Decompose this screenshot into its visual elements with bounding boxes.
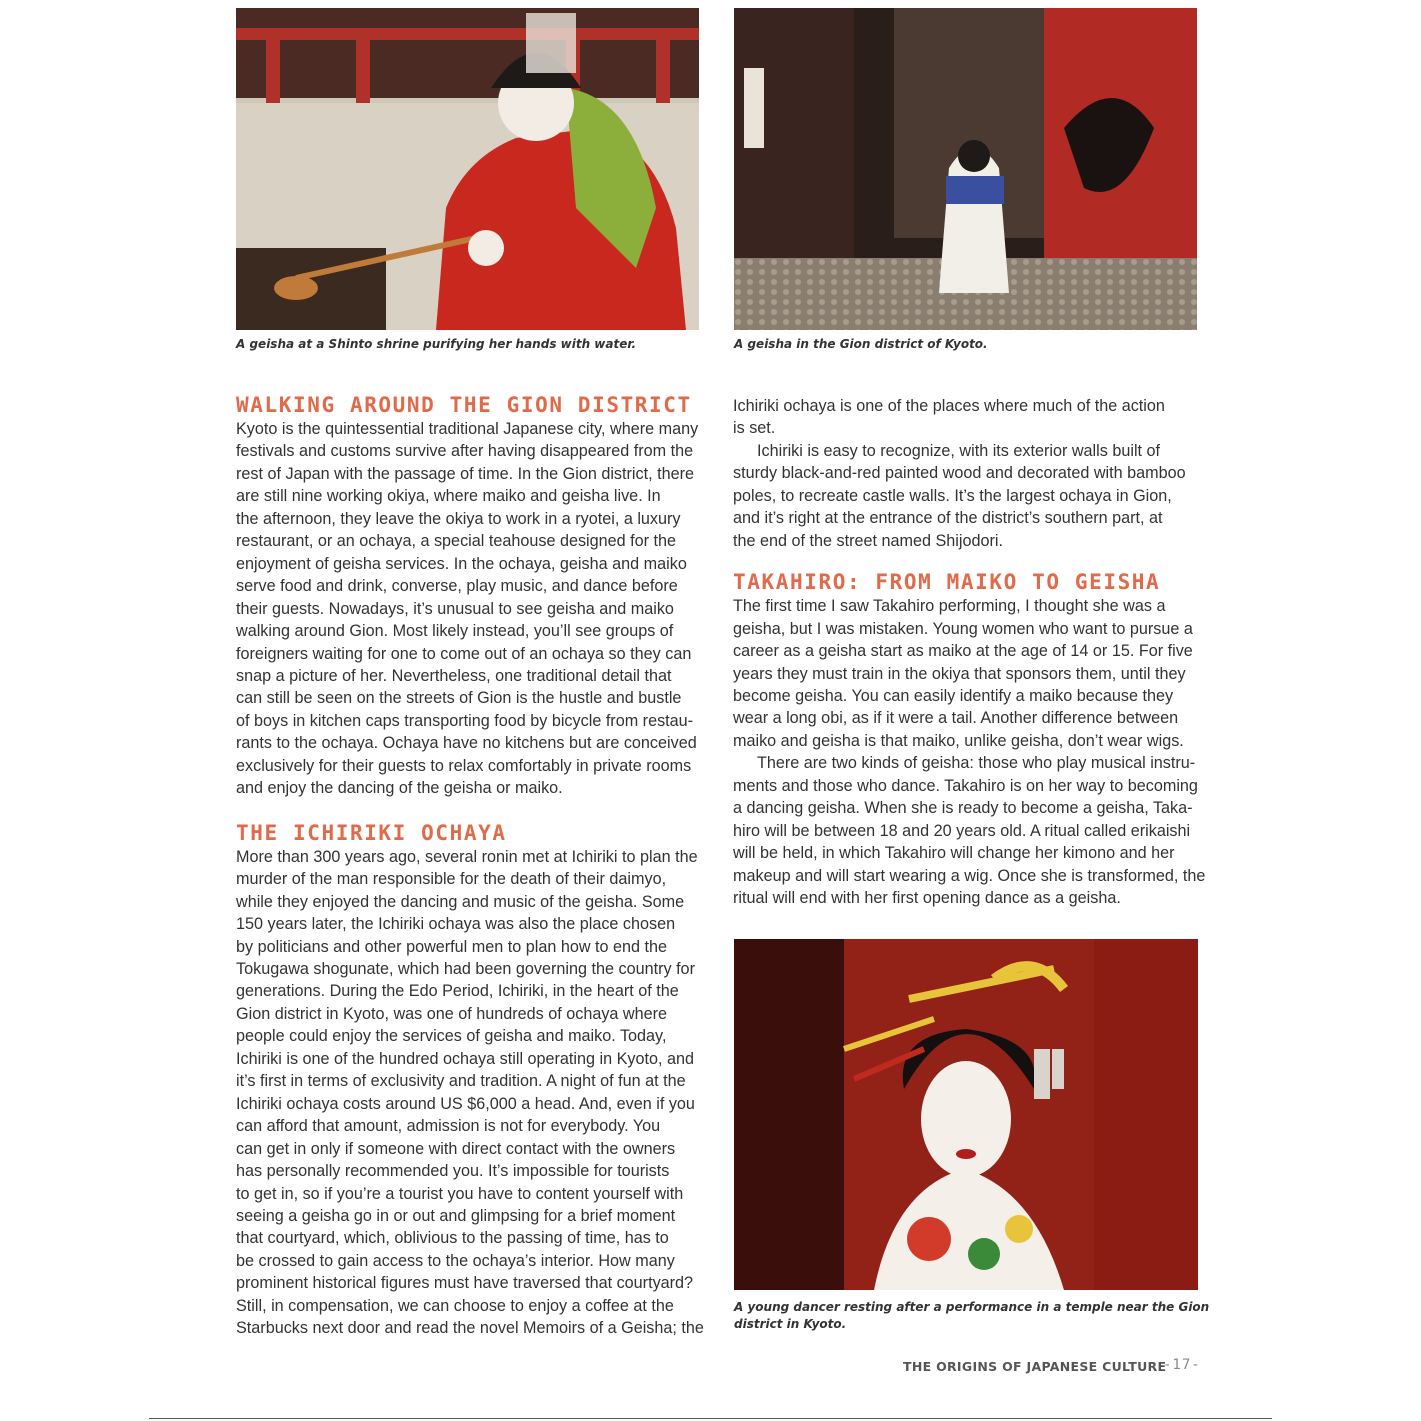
text-line: prominent historical figures must have traversed that courtyard? bbox=[236, 1274, 694, 1293]
text-line: the end of the street named Shijodori. bbox=[733, 531, 1003, 550]
text-line: career as a geisha start as maiko at the age of 14 or 15. For five bbox=[733, 642, 1193, 661]
left-column bbox=[236, 392, 706, 1340]
photo-geisha-gion bbox=[734, 8, 1197, 330]
text-line: ritual will end with her first opening dance as a geisha. bbox=[733, 889, 1121, 908]
text-line: Gion district in Kyoto, was one of hundreds of ochaya where bbox=[236, 1004, 668, 1023]
text-line: Still, in compensation, we can choose to enjoy a coffee at the bbox=[236, 1296, 674, 1315]
text-line: rants to the ochaya. Ochaya have no kitchens but are conceived bbox=[236, 734, 697, 753]
text-line: Ichiriki is one of the hundred ochaya still operating in Kyoto, and bbox=[236, 1049, 695, 1068]
text-line: are still nine working okiya, where maiko and geisha live. In bbox=[236, 487, 661, 506]
text-line: enjoyment of geisha services. In the ochaya, geisha and maiko bbox=[236, 554, 687, 573]
paragraph-gion bbox=[236, 418, 706, 800]
bottom-rule bbox=[149, 1418, 1272, 1419]
text-line: has personally recommended you. It’s impossible for tourists bbox=[236, 1162, 670, 1181]
text-line: be crossed to gain access to the ochaya’s interior. How many bbox=[236, 1251, 675, 1270]
text-line: of boys in kitchen caps transporting food by bicycle from restau- bbox=[236, 711, 694, 730]
text-line: wear a long obi, as if it were a tail. Another difference between bbox=[733, 709, 1179, 728]
text-line: 150 years later, the Ichiriki ochaya was also the place chosen bbox=[236, 915, 676, 934]
paragraph-takahiro-kinds bbox=[733, 752, 1206, 909]
heading-ichiriki-ochaya: THE ICHIRIKI OCHAYA bbox=[236, 820, 507, 845]
text-line: Starbucks next door and read the novel Memoirs of a Geisha; the bbox=[236, 1319, 704, 1338]
text-line: Ichiriki is easy to recognize, with its exterior walls built of bbox=[757, 441, 1161, 460]
text-line: become geisha. You can easily identify a maiko because they bbox=[733, 686, 1174, 705]
right-column bbox=[733, 395, 1206, 910]
text-line: walking around Gion. Most likely instead, you’ll see groups of bbox=[236, 622, 674, 641]
text-line: makeup and will start wearing a wig. Once she is transformed, the bbox=[733, 866, 1206, 885]
text-line: their guests. Nowadays, it’s unusual to see geisha and maiko bbox=[236, 599, 674, 618]
text-line: seeing a geisha go in or out and glimpsing for a brief moment bbox=[236, 1206, 676, 1225]
caption-photo-2: A geisha in the Gion district of Kyoto. bbox=[734, 337, 988, 351]
page-number: -17- bbox=[1163, 1357, 1201, 1373]
paragraph-takahiro bbox=[733, 595, 1203, 752]
text-line: can get in only if someone with direct contact with the owners bbox=[236, 1139, 676, 1158]
text-line: festivals and customs survive after having disappeared from the bbox=[236, 442, 694, 461]
text-line: by politicians and other powerful men to plan how to end the bbox=[236, 937, 668, 956]
paragraph-ichiriki-continued bbox=[733, 395, 1203, 440]
heading-gion-district: WALKING AROUND THE GION DISTRICT bbox=[236, 393, 692, 417]
text-line: Kyoto is the quintessential traditional Japanese city, where many bbox=[236, 420, 699, 438]
text-line: years they must train in the okiya that sponsors them, until they bbox=[733, 664, 1186, 683]
text-line: is set. bbox=[733, 419, 776, 438]
text-line: maiko and geisha is that maiko, unlike geisha, don’t wear wigs. bbox=[733, 731, 1184, 750]
text-line: people could enjoy the services of geisha and maiko. Today, bbox=[236, 1027, 667, 1046]
paragraph-ichiriki-exterior bbox=[733, 440, 1203, 552]
caption-photo-1: A geisha at a Shinto shrine purifying her hands with water. bbox=[236, 337, 637, 351]
heading-takahiro: TAKAHIRO: FROM MAIKO TO GEISHA bbox=[733, 570, 1161, 595]
text-line: it’s first in terms of exclusivity and tradition. A night of fun at the bbox=[236, 1072, 686, 1091]
paragraph-ichiriki bbox=[236, 846, 706, 1340]
text-line: the afternoon, they leave the okiya to work in a ryotei, a luxury bbox=[236, 509, 681, 528]
running-title: THE ORIGINS OF JAPANESE CULTURE bbox=[903, 1359, 1167, 1374]
text-line: Ichiriki ochaya costs around US $6,000 a head. And, even if you bbox=[236, 1094, 695, 1113]
text-line: sturdy black-and-red painted wood and decorated with bamboo bbox=[733, 464, 1186, 483]
text-line: poles, to recreate castle walls. It’s the largest ochaya in Gion, bbox=[733, 486, 1172, 505]
text-line: can afford that amount, admission is not for everybody. You bbox=[236, 1117, 661, 1136]
text-line: and it’s right at the entrance of the district’s southern part, at bbox=[733, 509, 1163, 528]
text-line: Ichiriki ochaya is one of the places where much of the action bbox=[733, 397, 1165, 415]
text-line: rest of Japan with the passage of time. In the Gion district, there bbox=[236, 464, 694, 483]
text-line: There are two kinds of geisha: those who play musical instru- bbox=[757, 754, 1196, 773]
text-line: Tokugawa shogunate, which had been governing the country for bbox=[236, 959, 695, 978]
text-line: exclusively for their guests to relax comfortably in private rooms bbox=[236, 756, 692, 775]
text-line: snap a picture of her. Nevertheless, one traditional detail that bbox=[236, 666, 672, 685]
text-line: while they enjoyed the dancing and music of the geisha. Some bbox=[236, 892, 685, 911]
photo-young-dancer bbox=[734, 939, 1198, 1290]
text-line: restaurant, or an ochaya, a special teahouse designed for the bbox=[236, 532, 677, 551]
text-line: a dancing geisha. When she is ready to become a geisha, Taka- bbox=[733, 799, 1193, 818]
text-line: can still be seen on the streets of Gion is the hustle and bustle bbox=[236, 689, 682, 708]
text-line: murder of the man responsible for the death of their daimyo, bbox=[236, 870, 667, 889]
caption-photo-3 bbox=[734, 1299, 1210, 1333]
caption-line: A young dancer resting after a performance in a temple near the Gion bbox=[734, 1300, 1210, 1314]
text-line: More than 300 years ago, several ronin met at Ichiriki to plan the bbox=[236, 847, 698, 866]
text-line: serve food and drink, converse, play music, and dance before bbox=[236, 577, 678, 596]
text-line: foreigners waiting for one to come out of an ochaya so they can bbox=[236, 644, 692, 663]
text-line: hiro will be between 18 and 20 years old. A ritual called erikaishi bbox=[733, 821, 1191, 840]
text-line: The first time I saw Takahiro performing, I thought she was a bbox=[733, 597, 1166, 616]
text-line: and enjoy the dancing of the geisha or maiko. bbox=[236, 779, 563, 798]
text-line: that courtyard, which, oblivious to the passing of time, has to bbox=[236, 1229, 669, 1248]
text-line: ments and those who dance. Takahiro is on her way to becoming bbox=[733, 776, 1198, 795]
text-line: generations. During the Edo Period, Ichiriki, in the heart of the bbox=[236, 982, 679, 1001]
text-line: will be held, in which Takahiro will change her kimono and her bbox=[733, 844, 1175, 863]
photo-geisha-shrine bbox=[236, 8, 699, 330]
text-line: geisha, but I was mistaken. Young women who want to pursue a bbox=[733, 619, 1193, 638]
caption-line: district in Kyoto. bbox=[734, 1317, 847, 1331]
text-line: to get in, so if you’re a tourist you have to content yourself with bbox=[236, 1184, 684, 1203]
